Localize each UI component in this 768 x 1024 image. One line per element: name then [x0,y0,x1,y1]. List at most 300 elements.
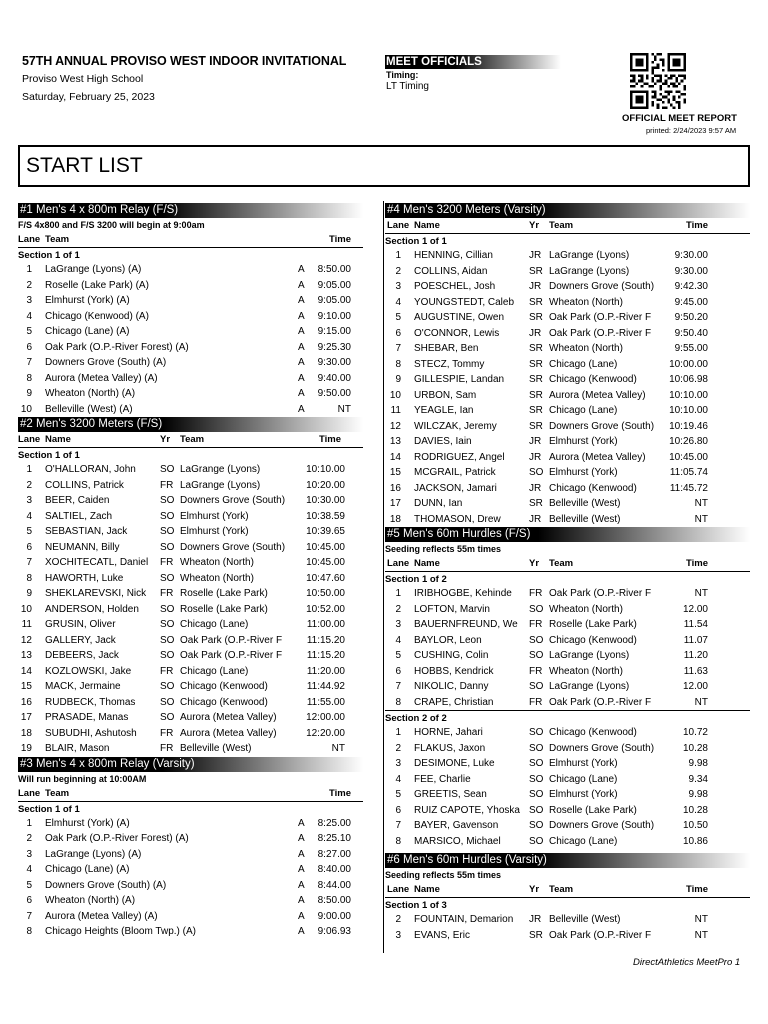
athlete-team: Elmhurst (York) [549,758,618,769]
lane: 4 [26,310,32,322]
seed-time: NT [694,914,708,925]
lane: 2 [26,479,32,491]
lane: 2 [26,279,32,291]
athlete-team: Aurora (Metea Valley) [549,451,646,463]
seed-time: NT [694,696,708,708]
entry-row [385,695,750,711]
team: Chicago (Lane) (A) [45,326,130,337]
athlete-name: MARSICO, Michael [414,835,501,847]
entry-row [385,648,750,664]
seed-time: 9:15.00 [317,326,351,337]
athlete-name: YOUNGSTEDT, Caleb [414,296,515,308]
entry-row [385,481,750,497]
event-5-section-1: Section 1 of 2 [385,571,750,586]
entry-row [385,803,750,819]
athlete-year: SO [160,541,175,553]
lane: 14 [20,665,32,677]
seed-time: 10:26.80 [669,436,708,447]
team-header: Team [45,234,70,245]
athlete-team: Wheaton (North) [549,665,623,677]
event-5-note: Seeding reflects 55m times [385,544,502,554]
seed-time: 9.34 [688,773,708,785]
team: Chicago (Kenwood) (A) [45,310,149,322]
athlete-year: FR [529,665,543,677]
entry-row [18,402,363,418]
entry-row [18,293,363,309]
athlete-year: SO [160,634,175,646]
relay-letter: A [298,833,305,844]
athlete-name: O'HALLORAN, John [45,464,136,475]
relay-letter: A [298,817,305,829]
relay-letter: A [298,910,305,922]
lane: 1 [395,250,401,261]
seed-time: 9.98 [688,789,708,800]
athlete-team: Chicago (Lane) [549,358,618,370]
entry-row [18,909,363,925]
name-header: Name [414,558,440,569]
seed-time: 9:25.30 [317,341,351,353]
lane: 7 [395,681,401,692]
athlete-year: SO [529,789,544,800]
entry-row [18,679,363,695]
seed-time: 10:06.98 [669,374,708,385]
entry-row [18,924,363,940]
seed-time: 10:52.00 [306,603,345,615]
lane: 7 [26,910,32,922]
lane: 8 [395,696,401,708]
lane: 17 [20,712,32,723]
athlete-year: FR [529,619,543,630]
yr-header: Yr [529,558,540,569]
entry-row [18,309,363,325]
athlete-year: SO [160,650,175,661]
entry-row [18,371,363,387]
athlete-name: COLLINS, Aidan [414,265,488,277]
athlete-year: JR [529,451,542,463]
event-5-section-2: Section 2 of 2 [385,710,750,725]
athlete-name: BLAIR, Mason [45,743,110,754]
lane: 9 [26,588,32,599]
seed-time: 8:25.10 [317,833,351,844]
seed-time: NT [694,588,708,599]
team: Downers Grove (South) (A) [45,879,167,891]
team: Downers Grove (South) (A) [45,357,167,368]
athlete-year: SO [160,464,175,475]
lane: 11 [21,619,32,630]
event-1-section: Section 1 of 1 [18,247,363,262]
athlete-name: XOCHITECATL, Daniel [45,557,149,568]
seed-time: NT [694,929,708,941]
entry-row [385,295,750,311]
entry-row [385,818,750,834]
lane: 8 [26,926,32,937]
entry-row [18,278,363,294]
column-divider [383,201,384,953]
lane: 2 [395,742,401,754]
athlete-name: CRAPE, Christian [414,696,494,708]
seed-time: 9.98 [688,758,708,769]
lane: 10 [20,403,32,415]
lane: 13 [389,436,401,447]
athlete-team: Belleville (West) [180,743,252,754]
entry-row [18,324,363,340]
lane: 16 [20,696,32,708]
athlete-name: LOFTON, Marvin [414,603,490,615]
event-2-section: Section 1 of 1 [18,447,363,462]
relay-letter: A [298,264,305,275]
seed-time: 10.86 [682,835,708,847]
entry-row [385,787,750,803]
entry-row [18,648,363,664]
entry-row [385,310,750,326]
entry-row [385,725,750,741]
event-6-section: Section 1 of 3 [385,897,750,912]
lane: 3 [26,495,32,506]
athlete-team: Oak Park (O.P.-River F [549,696,652,708]
team: Chicago Heights (Bloom Twp.) (A) [45,926,196,937]
athlete-name: DUNN, Ian [414,498,463,509]
athlete-name: ANDERSON, Holden [45,603,139,615]
relay-letter: A [298,926,305,937]
athlete-year: SO [529,742,544,754]
athlete-name: BEER, Caiden [45,495,110,506]
athlete-name: NIKOLIC, Danny [414,681,489,692]
athlete-name: MACK, Jermaine [45,681,121,692]
seed-time: 11:00.00 [306,619,345,630]
athlete-year: SO [160,526,175,537]
entry-row [385,372,750,388]
athlete-name: DEBEERS, Jack [45,650,119,661]
relay-letter: A [298,341,305,353]
athlete-name: THOMASON, Drew [414,513,501,525]
lane: 4 [26,510,32,522]
lane: 4 [26,864,32,875]
athlete-team: Aurora (Metea Valley) [180,712,277,723]
relay-letter: A [298,326,305,337]
entry-row [18,355,363,371]
lane: 2 [26,833,32,844]
event-3-note: Will run beginning at 10:00AM [18,773,147,784]
relay-letter: A [298,310,305,322]
athlete-team: Elmhurst (York) [549,436,618,447]
athlete-year: SO [529,820,544,831]
athlete-name: SHEKLAREVSKI, Nick [45,588,147,599]
athlete-team: Elmhurst (York) [549,789,618,800]
official-meet-report-label: OFFICIAL MEET REPORT [622,113,737,124]
team: Elmhurst (York) (A) [45,817,130,829]
seed-time: 10:45.00 [306,541,345,553]
athlete-year: SO [529,467,544,478]
athlete-team: Elmhurst (York) [180,510,249,522]
seed-time: 11:45.72 [669,482,708,494]
lane: 5 [395,789,401,800]
athlete-team: Chicago (Lane) [549,835,618,847]
lane: 1 [395,588,401,599]
athlete-year: SR [529,343,543,354]
seed-time: 9:50.00 [317,388,351,399]
athlete-year: SO [529,804,544,816]
team: Oak Park (O.P.-River Forest) (A) [45,833,189,844]
athlete-name: HORNE, Jahari [414,727,483,738]
lane: 1 [26,464,32,475]
seed-time: 8:27.00 [317,848,351,860]
meet-school: Proviso West High School [22,73,144,85]
athlete-year: SR [529,389,543,401]
seed-time: 9:10.00 [317,310,351,322]
event-5-title: #5 Men's 60m Hurdles (F/S) [385,527,750,542]
athlete-name: EVANS, Eric [414,929,470,941]
lane: 4 [395,773,401,785]
athlete-year: SO [529,758,544,769]
entry-row [18,710,363,726]
athlete-team: Wheaton (North) [549,296,623,308]
athlete-year: SR [529,405,543,416]
seed-time: 9:50.20 [674,312,708,323]
athlete-year: SO [160,696,175,708]
event-1-column-headers [18,232,363,247]
athlete-year: SO [160,681,175,692]
entry-row [385,664,750,680]
meet-title: 57TH ANNUAL PROVISO WEST INDOOR INVITATIONAL [22,54,347,68]
relay-letter: A [298,388,305,399]
entry-row [385,496,750,512]
lane-header: Lane [18,234,41,245]
event-5-column-headers [385,556,750,571]
athlete-name: GALLERY, Jack [45,634,116,646]
athlete-year: SR [529,358,543,370]
athlete-name: POESCHEL, Josh [414,281,496,292]
seed-time: 10:45.00 [306,557,345,568]
athlete-year: SO [529,681,544,692]
athlete-name: WILCZAK, Jeremy [414,420,497,432]
seed-time: 10:47.60 [306,572,345,584]
seed-time: 10:00.00 [669,358,708,370]
entry-row [385,264,750,280]
lane: 8 [26,572,32,584]
athlete-team: Chicago (Kenwood) [549,727,637,738]
seed-time: 10.28 [682,742,708,754]
lane: 2 [395,914,401,925]
event-2-title: #2 Men's 3200 Meters (F/S) [18,417,363,432]
athlete-year: FR [160,727,174,739]
athlete-team: Chicago (Lane) [180,665,249,677]
lane: 5 [26,326,32,337]
athlete-team: Downers Grove (South) [549,420,655,432]
athlete-team: Aurora (Metea Valley) [180,727,277,739]
athlete-year: JR [529,482,542,494]
athlete-name: GREETIS, Sean [414,789,487,800]
entry-row [385,388,750,404]
entry-row [18,816,363,832]
athlete-team: LaGrange (Lyons) [549,650,630,661]
athlete-year: JR [529,513,542,525]
lane: 1 [26,264,32,275]
athlete-name: BAYER, Gavenson [414,820,499,831]
entry-row [385,434,750,450]
entry-row [18,847,363,863]
athlete-name: DESIMONE, Luke [414,758,495,769]
athlete-team: Downers Grove (South) [549,742,655,754]
lane: 6 [26,895,32,906]
athlete-name: KOZLOWSKI, Jake [45,665,132,677]
entry-row [18,262,363,278]
lane: 2 [395,603,401,615]
entry-row [385,450,750,466]
lane: 7 [26,557,32,568]
entry-row [385,756,750,772]
seed-time: 10:19.46 [669,420,708,432]
time-header: Time [685,884,708,895]
entry-row [385,928,750,944]
athlete-name: SALTIEL, Zach [45,510,113,522]
athlete-team: Oak Park (O.P.-River F [549,588,652,599]
entry-row [385,602,750,618]
athlete-team: LaGrange (Lyons) [180,464,261,475]
relay-letter: A [298,279,305,291]
athlete-year: JR [529,281,542,292]
athlete-year: SR [529,420,543,432]
athlete-name: YEAGLE, Ian [414,405,474,416]
athlete-year: FR [529,696,543,708]
meet-officials-heading: MEET OFFICIALS [385,55,561,69]
athlete-name: COLLINS, Patrick [45,479,124,491]
entry-row [385,633,750,649]
lane: 6 [395,327,401,339]
relay-letter: A [298,372,305,384]
seed-time: 10.72 [682,727,708,738]
athlete-year: FR [160,479,174,491]
seed-time: 11:05.74 [669,467,708,478]
seed-time: 10:10.00 [669,405,708,416]
athlete-team: Chicago (Kenwood) [549,374,637,385]
athlete-year: SR [529,265,543,277]
lane: 3 [395,281,401,292]
athlete-team: Downers Grove (South) [549,820,655,831]
athlete-year: SO [160,495,175,506]
lane: 3 [395,758,401,769]
lane: 5 [395,650,401,661]
seed-time: 10:38.59 [306,510,345,522]
seed-time: 11:15.20 [306,650,345,661]
seed-time: 10:10.00 [306,464,345,475]
athlete-year: SO [529,773,544,785]
seed-time: 10:20.00 [306,479,345,491]
time-header: Time [328,234,351,245]
team: LaGrange (Lyons) (A) [45,264,142,275]
entry-row [385,279,750,295]
seed-time: 10:45.00 [669,451,708,463]
team: Chicago (Lane) (A) [45,864,130,875]
seed-time: 9:05.00 [317,295,351,306]
yr-header: Yr [529,220,540,231]
lane: 8 [395,835,401,847]
athlete-name: NEUMANN, Billy [45,541,120,553]
seed-time: 11.20 [683,650,708,661]
athlete-year: SO [160,510,175,522]
athlete-team: Elmhurst (York) [180,526,249,537]
athlete-team: LaGrange (Lyons) [549,250,630,261]
athlete-name: FEE, Charlie [414,773,471,785]
relay-letter: A [298,864,305,875]
seed-time: 8:50.00 [317,264,351,275]
seed-time: 9:50.40 [674,327,708,339]
athlete-name: BAYLOR, Leon [414,634,482,646]
relay-letter: A [298,879,305,891]
athlete-year: SR [529,312,543,323]
lane: 4 [395,634,401,646]
athlete-team: Belleville (West) [549,914,621,925]
seed-time: 12:00.00 [306,712,345,723]
athlete-team: Wheaton (North) [549,603,623,615]
team: Aurora (Metea Valley) (A) [45,910,158,922]
team: Oak Park (O.P.-River Forest) (A) [45,341,189,353]
lane: 15 [389,467,401,478]
athlete-team: LaGrange (Lyons) [549,681,630,692]
lane: 3 [26,295,32,306]
athlete-team: Belleville (West) [549,498,621,509]
relay-letter: A [298,848,305,860]
event-4-column-headers [385,218,750,233]
lane: 1 [395,727,401,738]
athlete-name: HENNING, Cillian [414,250,493,261]
timing-label: Timing: [386,70,419,80]
entry-row [385,326,750,342]
athlete-team: Roselle (Lake Park) [180,588,268,599]
athlete-team: Oak Park (O.P.-River F [180,634,283,646]
entry-row [18,831,363,847]
athlete-team: Aurora (Metea Valley) [549,389,646,401]
lane-header: Lane [18,787,41,799]
seed-time: 11.54 [683,619,708,630]
name-header: Name [414,884,440,895]
lane: 3 [395,619,401,630]
entry-row [18,478,363,494]
entry-row [385,341,750,357]
entry-row [385,248,750,264]
lane: 7 [395,343,401,354]
time-header: Time [318,434,341,445]
entry-row [385,834,750,850]
event-1-note: F/S 4x800 and F/S 3200 will begin at 9:00am [18,220,205,230]
athlete-team: Chicago (Lane) [180,619,249,630]
entry-row [385,586,750,602]
athlete-year: SO [529,650,544,661]
athlete-name: DAVIES, Iain [414,436,472,447]
seed-time: NT [331,743,345,754]
entry-row [18,493,363,509]
athlete-team: Downers Grove (South) [180,541,286,553]
relay-letter: A [298,295,305,306]
team: Belleville (West) (A) [45,403,133,415]
athlete-year: JR [529,914,542,925]
event-3-title: #3 Men's 4 x 800m Relay (Varsity) [18,757,363,772]
seed-time: 11:20.00 [306,665,345,677]
entry-row [385,403,750,419]
lane: 17 [389,498,401,509]
lane: 5 [395,312,401,323]
lane: 16 [389,482,401,494]
athlete-name: O'CONNOR, Lewis [414,327,500,339]
qr-code-icon [630,53,686,109]
entry-row [385,679,750,695]
athlete-year: SO [160,572,175,584]
seed-time: 9:55.00 [674,343,708,354]
seed-time: NT [694,498,708,509]
athlete-team: Oak Park (O.P.-River F [180,650,283,661]
athlete-year: FR [160,557,174,568]
entry-row [385,419,750,435]
entry-row [18,462,363,478]
